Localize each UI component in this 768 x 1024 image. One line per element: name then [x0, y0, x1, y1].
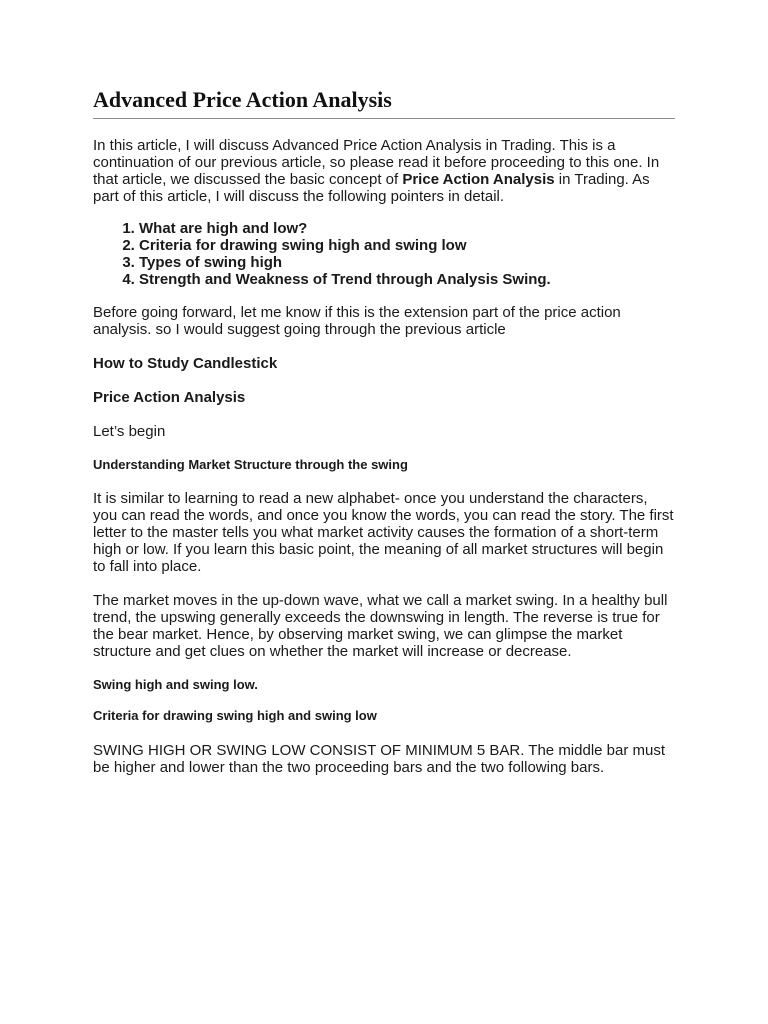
link-how-to-study-candlestick[interactable]: How to Study Candlestick: [93, 355, 278, 372]
before-forward-paragraph: Before going forward, let me know if this is the extension part of the price action analysis. so I would suggest going through the previous article: [93, 304, 621, 338]
intro-text-end: in Trading. As part of this article, I will discuss the following pointers in detail.: [93, 171, 650, 205]
lets-begin-text: Let’s begin: [93, 423, 166, 440]
market-moves-paragraph: The market moves in the up-down wave, what we call a market swing. In a healthy bull trend, the upswing generally exceeds the downswing in length. The reverse is true for the bear market. Hence, by observing market swing, we can glimpse the market structure and get clues on whether the market will increase or decrease.: [93, 592, 668, 660]
pointers-list: [93, 220, 675, 288]
list-item: 1. What are high and low?: [139, 220, 675, 237]
list-item: 3. Types of swing high: [139, 254, 675, 271]
swing-rule-paragraph: SWING HIGH OR SWING LOW CONSIST OF MINIMUM 5 BAR. The middle bar must be higher and lower than the two proceeding bars and the two following bars.: [93, 742, 666, 776]
article: [93, 86, 675, 776]
intro-bold-term: Price Action Analysis: [402, 171, 555, 188]
list-item: 4. Strength and Weakness of Trend through Analysis Swing.: [139, 271, 675, 288]
page-title: Advanced Price Action Analysis: [93, 86, 675, 119]
list-item: 2. Criteria for drawing swing high and swing low: [139, 237, 675, 254]
intro-paragraph: [93, 137, 675, 205]
intro-text-start: In this article, I will discuss Advanced Price Action Analysis in Trading. This is a continuation of our previous article, so please read it before proceeding to this one. In that article, we discussed the basic concept of: [93, 137, 660, 188]
link-price-action-analysis[interactable]: Price Action Analysis: [93, 389, 246, 406]
heading-criteria: Criteria for drawing swing high and swing low: [93, 708, 377, 723]
heading-market-structure: Understanding Market Structure through the swing: [93, 457, 408, 472]
heading-swing-high-low: Swing high and swing low.: [93, 677, 258, 692]
similar-paragraph: It is similar to learning to read a new alphabet- once you understand the characters, you can read the words, and once you know the words, you can read the story. The first letter to the master tells you what market activity causes the formation of a short-term high or low. If you learn this basic point, the meaning of all market structures will begin to fall into place.: [93, 490, 674, 575]
